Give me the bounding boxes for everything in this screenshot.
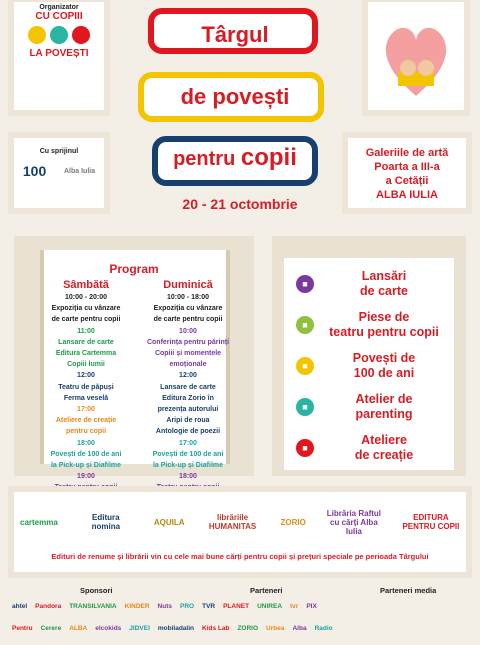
venue-line3: a Cetății [385, 175, 429, 187]
venue-line1: Galeriile de artă [365, 147, 449, 159]
sponsor-logo: mobiladalin [157, 625, 194, 632]
kid-face-icon [72, 26, 90, 44]
saturday-day: Sâmbătă [63, 279, 109, 291]
book-icon: ■ [296, 439, 314, 457]
sponsor-logo: TVR [202, 603, 216, 610]
publisher-logo: Librăria Raftul cu cărți Alba Iulia [326, 508, 382, 536]
program-item: de carte pentru copii [153, 316, 223, 324]
activity-item [284, 387, 454, 427]
title-line2: de povești [180, 84, 290, 109]
activity-label [314, 433, 454, 463]
sponsor-logo: KINDER [124, 603, 150, 610]
publisher-logo: cartemma [20, 517, 58, 527]
activities-section [272, 236, 466, 476]
program-item: Editura Zorio în [162, 394, 214, 402]
program-item: 12:00 [77, 372, 95, 380]
organizer-brand-line2: LA POVEȘTI [29, 48, 89, 59]
program-item: Ateliere de creație [55, 417, 117, 425]
program-item: Teatru de păpuși [58, 383, 114, 391]
sponsor-logo: PLANET [223, 603, 250, 610]
activity-line1: Atelier de [355, 392, 413, 406]
sponsor-logo: tvr [290, 603, 299, 610]
sponsor-logo: Alba [292, 625, 307, 632]
sponsor-logo: ZORIO [237, 625, 259, 632]
program-item: Copiii lumii [67, 361, 105, 369]
program-item: Expoziția cu vânzare [51, 305, 121, 313]
program-item: 10:00 - 20:00 [64, 294, 108, 301]
media-partners-label: Parteneri media [380, 586, 437, 595]
sponsor-row-2 [10, 624, 335, 633]
support-label: Cu sprijinul [39, 148, 79, 155]
program-item: Povești de 100 de ani [50, 450, 122, 458]
venue-line4: ALBA IULIA [376, 189, 438, 201]
program-item: 19:00 [77, 473, 95, 481]
program-item: emoționale [169, 361, 207, 369]
venue-line2: Poarta a III-a [374, 161, 440, 173]
title-line3-b: copii [240, 144, 297, 171]
sponsor-logo: Nuts [157, 603, 172, 610]
program-item: 11:00 [77, 327, 95, 335]
activity-line1: Lansări [361, 269, 407, 283]
program-item: Teatru pentru copii [156, 484, 220, 492]
activity-label [314, 310, 454, 340]
book-icon: ■ [296, 316, 314, 334]
book-icon: ■ [296, 398, 314, 416]
partners-label: Parteneri [250, 586, 283, 595]
sponsors-label: Sponsori [80, 586, 113, 595]
program-item: Editura Cartemma [55, 350, 117, 358]
venue-card [348, 138, 466, 208]
support-logos [14, 163, 104, 179]
activity-line2: teatru pentru copii [329, 325, 439, 339]
program-item: pentru copii [65, 428, 107, 436]
kid-face-icon [50, 26, 68, 44]
title-line3-a: pentru [173, 148, 236, 170]
organizer-brand-line1: CU COPIII [35, 11, 83, 22]
illustration-card [368, 2, 464, 110]
support-card [14, 138, 104, 208]
program-item: prezența autorului [157, 406, 219, 414]
activity-item [284, 428, 454, 468]
sponsor-logo: ahtel [12, 603, 28, 610]
sponsor-logo: ALBA [69, 625, 88, 632]
sponsor-logo: Cerere [40, 625, 62, 632]
alba-iulia-logo: Alba Iulia [63, 167, 96, 175]
publisher-logos [20, 504, 460, 540]
publisher-logo: Editura nomina [91, 513, 121, 531]
activity-line2: de carte [360, 284, 408, 298]
sponsor-logo: TRANSILVANIA [69, 603, 117, 610]
program-item: Ferma veselă [63, 394, 109, 402]
title-line3 [120, 144, 350, 172]
program-title: Program [109, 262, 159, 276]
activity-item [284, 346, 454, 386]
activity-label [314, 269, 454, 299]
sponsor-logo: Urbea [266, 625, 285, 632]
sponsors-section [0, 580, 480, 645]
sponsor-logo: Pandora [35, 603, 62, 610]
saturday-column [36, 278, 136, 494]
sponsor-row-1 [10, 602, 319, 611]
organizer-card [14, 2, 104, 110]
activity-label [314, 392, 454, 422]
program-item: Antologie de poezii [155, 428, 221, 436]
program-item: Lansare de carte [160, 383, 216, 391]
centenary-logo: 100 [22, 163, 47, 179]
publisher-logo: librăriile HUMANITAS [208, 513, 257, 531]
activity-label [314, 351, 454, 381]
program-item: la Pick-up și Diafilme [152, 462, 224, 470]
kid-face-icon [28, 26, 46, 44]
sponsor-logo: Pentru [12, 625, 33, 632]
activity-line1: Ateliere [361, 433, 407, 447]
book-icon: ■ [296, 357, 314, 375]
book-icon: ■ [296, 275, 314, 293]
activity-line2: parenting [355, 407, 413, 421]
sponsor-logo: JIDVEI [129, 625, 150, 632]
publishers-section [14, 492, 466, 572]
sponsor-logo: Kids Lab [202, 625, 230, 632]
sponsor-logo: PRO [180, 603, 195, 610]
sunday-column [138, 278, 238, 494]
sunday-day: Duminică [163, 279, 213, 291]
event-date: 20 - 21 octombrie [182, 196, 298, 212]
program-item: 17:00 [77, 406, 95, 414]
activity-line2: de creație [354, 448, 414, 462]
program-item: Expoziția cu vânzare [153, 305, 223, 313]
title-line1: Târgul [201, 22, 269, 47]
organizer-label: Organizator [39, 4, 79, 11]
program-item: 18:00 [179, 473, 197, 481]
program-item: la Pick-up și Diafilme [50, 462, 122, 470]
sponsor-logo: UNIREA [257, 603, 283, 610]
publisher-logo: ZORIO [280, 517, 306, 527]
program-item: Lansare de carte [58, 338, 114, 346]
program-section [14, 236, 254, 492]
program-item: Copiii și momentele [154, 350, 222, 358]
activity-item [284, 264, 454, 304]
organizer-logo [14, 26, 104, 44]
program-item: 10:00 - 18:00 [166, 294, 210, 301]
sponsor-logo: Radio [314, 625, 333, 632]
program-item: Conferința pentru părinți [146, 338, 230, 346]
title-books [120, 2, 350, 198]
program-item: Povești de 100 de ani [152, 450, 224, 458]
sponsor-logo: PIX [306, 603, 317, 610]
publishers-note: Edituri de renume și librării vin cu cele mai bune cărți pentru copii și prețuri speciale pe perioada Târgului [51, 552, 429, 561]
program-item: 12:00 [179, 372, 197, 380]
activity-line1: Povești de [352, 351, 416, 365]
program-item: Teatru pentru copii [54, 484, 118, 492]
program-item: 10:00 [179, 327, 197, 335]
program-item: de carte pentru copii [51, 316, 121, 324]
heart-books-illustration [368, 2, 464, 110]
publisher-logo: AQUILA [153, 517, 185, 527]
program-item: 18:00 [77, 439, 95, 447]
activity-item [284, 305, 454, 345]
sponsor-logo: elcokids [95, 625, 122, 632]
program-item: 17:00 [179, 439, 197, 447]
publisher-logo: EDITURA PENTRU COPII [402, 513, 460, 531]
activity-line2: 100 de ani [353, 366, 415, 380]
activities-list [284, 258, 454, 470]
program-item: Aripi de roua [166, 417, 210, 425]
activity-line1: Piese de [358, 310, 410, 324]
